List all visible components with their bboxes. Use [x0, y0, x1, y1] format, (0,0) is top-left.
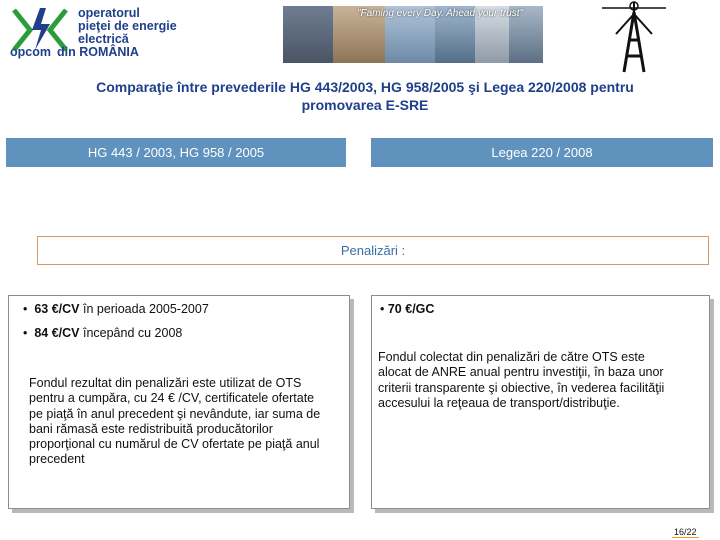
page-number: 16/22	[674, 527, 697, 537]
slide-title	[20, 78, 710, 114]
title-line: promovarea E-SRE	[301, 97, 429, 113]
org-short-name: opcom	[10, 45, 51, 59]
bullet-item: • 70 €/GC	[380, 302, 435, 316]
penalties-label: Penalizări :	[37, 236, 709, 265]
penalty-value: 84 €/CV	[34, 326, 80, 340]
penalty-value: 70 €/GC	[387, 302, 435, 316]
org-line: din ROMÂNIA	[56, 45, 139, 59]
title-line: Comparaţie între prevederile HG 443/2003, HG 958/2005 şi Legea 220/2008 pentru	[96, 79, 634, 95]
power-pylon-icon	[598, 0, 670, 74]
paragraph-line: bani rămasă este redistribuită producătorilor	[29, 421, 273, 436]
paragraph-line: accesului la reţeaua de transport/distribuţie.	[378, 395, 620, 410]
bullet-item: • 84 €/CV începând cu 2008	[23, 326, 183, 340]
left-paragraph	[29, 376, 341, 468]
paragraph-line: precedent	[29, 452, 85, 467]
right-content-box	[371, 295, 710, 509]
bullet-text: în perioada 2005-2007	[79, 302, 209, 316]
org-line: operatorul	[78, 6, 140, 20]
column-header-hg: HG 443 / 2003, HG 958 / 2005	[6, 138, 346, 167]
paragraph-line: alocat de ANRE anual pentru investiţii, în baza unor	[378, 365, 664, 380]
paragraph-line: criterii transparente şi obiective, în vederea facilităţii	[378, 380, 665, 395]
left-content-box	[8, 295, 350, 509]
organization-name	[10, 6, 278, 59]
org-line: electrică	[78, 32, 129, 46]
penalty-value: 63 €/CV	[34, 302, 80, 316]
right-paragraph	[378, 350, 700, 411]
paragraph-line: Fondul colectat din penalizări de către OTS este	[378, 350, 645, 364]
slogan: "Faming every Day. Ahead your trust"	[357, 8, 524, 19]
org-line: pieţei de energie	[78, 19, 177, 33]
bullet-item: • 63 €/CV în perioada 2005-2007	[23, 302, 209, 316]
bullet-text: începând cu 2008	[79, 326, 183, 340]
stock-ticker-photo	[283, 6, 333, 63]
paragraph-line: pe piaţă în anul precedent şi nevândute, iar suma de	[29, 406, 321, 421]
column-header-law: Legea 220 / 2008	[371, 138, 713, 167]
paragraph-line: pentru a cumpăra, cu 24 € /CV, certificatele ofertate	[29, 391, 315, 406]
paragraph-line: proporţional cu numărul de CV ofertate pe piaţă anul	[29, 437, 320, 452]
paragraph-line: Fondul rezultat din penalizări este utilizat de OTS	[29, 376, 302, 390]
